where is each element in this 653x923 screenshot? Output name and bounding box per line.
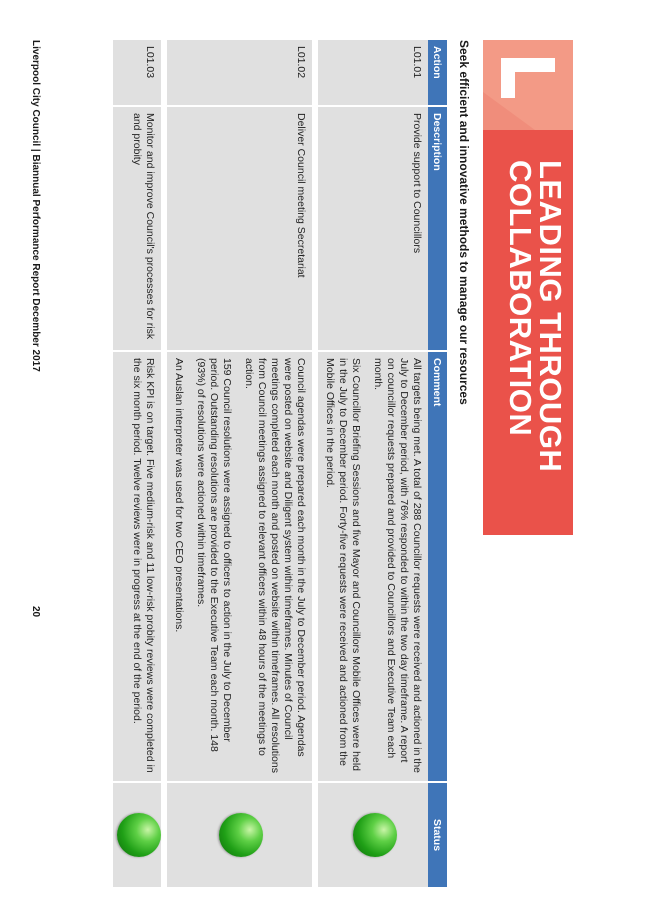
action-description: Provide support to Councillors <box>315 106 428 351</box>
banner-title-line1: LEADING THROUGH <box>533 160 568 473</box>
comment-paragraph: Risk KPI is on target. Five medium-risk and 11 low-risk probity reviews were completed in the six month period. Twelve reviews were in progress at the end of the period. <box>131 358 156 773</box>
action-code: L01.02 <box>164 40 315 106</box>
page-footer <box>30 40 41 887</box>
status-cell <box>164 782 315 887</box>
action-comment <box>110 351 164 782</box>
table-row <box>315 40 428 887</box>
comment-paragraph: 159 Council resolutions were assigned to officers to action in the July to December period. Outstanding resolutions are provided to the Executive Team each month. 148 (93%) of resolutions were actioned within timeframes. <box>195 358 233 752</box>
section-heading: Seek efficient and innovative methods to manage our resources <box>457 40 471 405</box>
header-comment: Comment <box>428 351 447 782</box>
leading-through-collaboration-banner <box>483 40 573 535</box>
banner-title-line2: COLLABORATION <box>503 160 538 437</box>
action-code: L01.01 <box>315 40 428 106</box>
performance-table <box>107 40 447 887</box>
action-description: Monitor and improve Council's processes for risk and probity <box>110 106 164 351</box>
status-cell <box>315 782 428 887</box>
comment-paragraph: An Auslan interpreter was used for two CEO presentations. <box>173 358 185 633</box>
footer-report-title: Liverpool City Council | Biannual Performance Report December 2017 <box>30 40 41 372</box>
action-comment <box>164 351 315 782</box>
header-description: Description <box>428 106 447 351</box>
action-description: Deliver Council meeting Secretariat <box>164 106 315 351</box>
l-logo-icon <box>483 40 573 130</box>
banner-title <box>503 160 568 473</box>
status-cell <box>110 782 164 887</box>
comment-paragraph: Six Councillor Briefing Sessions and five Mayor and Councillors Mobile Offices were held in the July to December period. Forty-five requests were received and actioned from the Mobile Offices in the period. <box>324 358 362 771</box>
green-status-light-icon <box>117 813 161 857</box>
action-code: L01.03 <box>110 40 164 106</box>
header-status: Status <box>428 782 447 887</box>
table-row <box>164 40 315 887</box>
header-action: Action <box>428 40 447 106</box>
green-status-light-icon <box>220 813 264 857</box>
table-row <box>110 40 164 887</box>
action-comment <box>315 351 428 782</box>
comment-paragraph: All targets being met. A total of 288 Councillor requests were received and actioned in the July to December period, with 76% responded to within the two day timeframe. A report on councillor requests prepared and provided to Councillors and Executive Team each month. <box>372 358 423 773</box>
green-status-light-icon <box>353 813 397 857</box>
table-header-row <box>428 40 447 887</box>
page-number: 20 <box>30 606 41 618</box>
comment-paragraph: Council agendas were prepared each month in the July to December period. Agendas were posted on website and Diligent system within timeframes. Minutes of Council meetings completed each month and posted on website within timeframes. All resolutions from Council meetings assigned to relevant officers within 48 hours of the meetings to action. <box>243 358 307 773</box>
